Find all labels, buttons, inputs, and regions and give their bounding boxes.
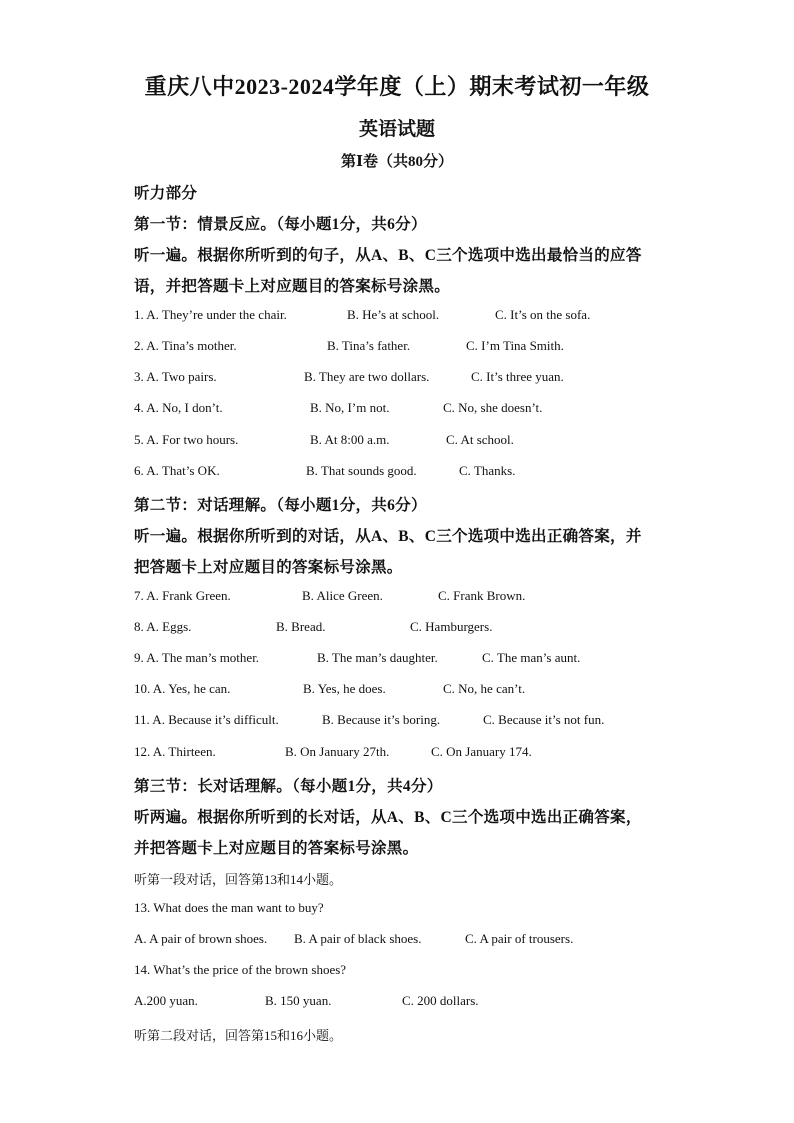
volume-heading: 第Ⅰ卷（共80分）: [340, 154, 454, 170]
section1-heading: 第一节：情景反应。（每小题1分，共6分）: [134, 216, 427, 233]
option-a: 5. A. For two hours.: [134, 432, 239, 447]
dialog-instruction: 听第一段对话，回答第13和14小题。: [134, 872, 343, 887]
option-b: B. A pair of black shoes.: [294, 931, 422, 946]
section2-heading: 第二节：对话理解。（每小题1分，共6分）: [134, 497, 427, 514]
option-c: C. Hamburgers.: [410, 619, 493, 634]
option-a: 3. A. Two pairs.: [134, 369, 217, 384]
section2-instruction-line2: 把答题卡上对应题目的答案标号涂黑。: [134, 559, 403, 576]
part-heading: 听力部分: [134, 185, 198, 202]
section1-instruction-line2: 语，并把答题卡上对应题目的答案标号涂黑。: [134, 278, 451, 295]
option-c: C. 200 dollars.: [402, 993, 479, 1008]
option-a: A. A pair of brown shoes.: [134, 931, 268, 946]
section1-instruction-line1: 听一遍。根据你所听到的句子，从A、B、C三个选项中选出最恰当的应答: [134, 247, 642, 264]
option-b: B. Because it’s boring.: [322, 712, 441, 727]
option-c: C. On January 174.: [431, 744, 532, 759]
option-a: 10. A. Yes, he can.: [134, 681, 231, 696]
option-b: B. They are two dollars.: [304, 369, 430, 384]
option-c: C. At school.: [446, 432, 514, 447]
option-c: C. No, he can’t.: [443, 681, 526, 696]
option-a: 7. A. Frank Green.: [134, 588, 231, 603]
exam-title: 重庆八中2023-2024学年度（上）期末考试初一年级: [144, 74, 650, 99]
option-a: 2. A. Tina’s mother.: [134, 338, 237, 353]
option-c: C. A pair of trousers.: [465, 931, 574, 946]
option-a: 12. A. Thirteen.: [134, 744, 216, 759]
option-b: B. The man’s daughter.: [317, 650, 438, 665]
option-c: C. It’s three yuan.: [471, 369, 564, 384]
question-stem: 14. What’s the price of the brown shoes?: [134, 962, 347, 977]
option-a: 6. A. That’s OK.: [134, 463, 220, 478]
option-a: 11. A. Because it’s difficult.: [134, 712, 279, 727]
option-c: C. It’s on the sofa.: [495, 307, 591, 322]
option-c: C. I’m Tina Smith.: [466, 338, 564, 353]
option-b: B. On January 27th.: [285, 744, 390, 759]
option-c: C. Because it’s not fun.: [483, 712, 605, 727]
option-a: 8. A. Eggs.: [134, 619, 192, 634]
section2-instruction-line1: 听一遍。根据你所听到的对话，从A、B、C三个选项中选出正确答案，并: [134, 528, 642, 545]
option-c: C. The man’s aunt.: [482, 650, 581, 665]
dialog-instruction: 听第二段对话，回答第15和16小题。: [134, 1028, 343, 1043]
option-b: B. Tina’s father.: [327, 338, 411, 353]
option-b: B. Yes, he does.: [303, 681, 386, 696]
option-c: C. Frank Brown.: [438, 588, 526, 603]
option-a: 4. A. No, I don’t.: [134, 400, 223, 415]
section3-instruction-line2: 并把答题卡上对应题目的答案标号涂黑。: [134, 840, 419, 857]
option-a: 9. A. The man’s mother.: [134, 650, 260, 665]
option-c: C. Thanks.: [459, 463, 516, 478]
option-b: B. That sounds good.: [306, 463, 417, 478]
option-b: B. No, I’m not.: [310, 400, 390, 415]
option-a: 1. A. They’re under the chair.: [134, 307, 287, 322]
section3-instruction-line1: 听两遍。根据你所听到的长对话，从A、B、C三个选项中选出正确答案，: [134, 809, 642, 826]
option-a: A.200 yuan.: [134, 993, 198, 1008]
option-b: B. Bread.: [276, 619, 326, 634]
option-b: B. Alice Green.: [302, 588, 383, 603]
exam-subtitle: 英语试题: [358, 119, 435, 140]
question-stem: 13. What does the man want to buy?: [134, 900, 324, 915]
option-b: B. He’s at school.: [347, 307, 440, 322]
option-b: B. 150 yuan.: [265, 993, 332, 1008]
option-b: B. At 8:00 a.m.: [310, 432, 390, 447]
section3-heading: 第三节：长对话理解。（每小题1分，共4分）: [134, 778, 443, 795]
option-c: C. No, she doesn’t.: [443, 400, 543, 415]
